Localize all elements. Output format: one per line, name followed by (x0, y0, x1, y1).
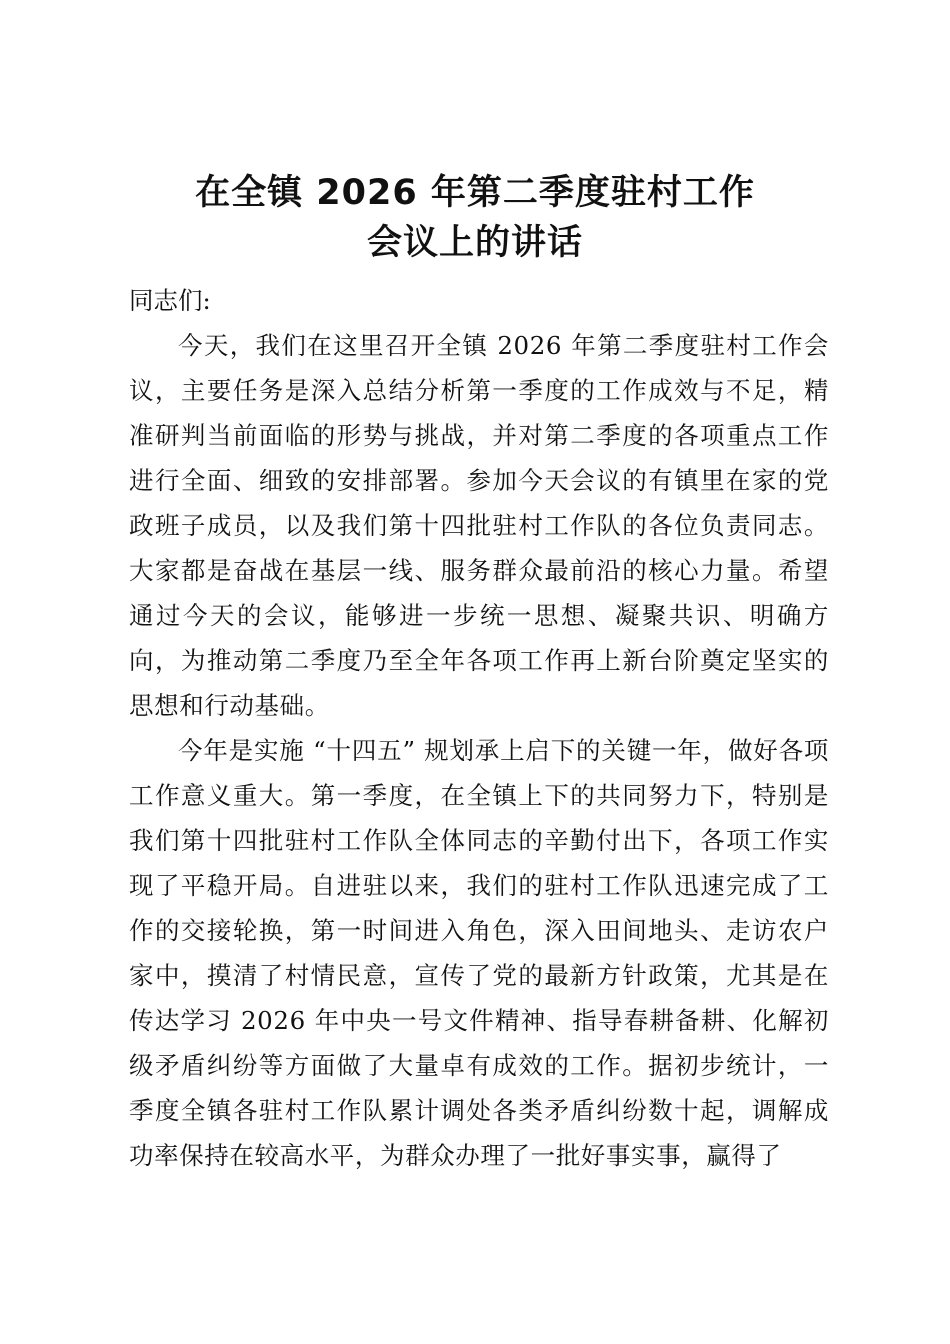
document-body (129, 278, 829, 1178)
salutation: 同志们: (129, 286, 211, 315)
title-line-2: 会议上的讲话 (366, 223, 583, 263)
document-title (100, 168, 850, 268)
title-line-1: 在全镇 2026 年第二季度驻村工作 (195, 173, 755, 213)
paragraph-1: 今天，我们在这里召开全镇 2026 年第二季度驻村工作会议，主要任务是深入总结分析第一季度的工作成效与不足，精准研判当前面临的形势与挑战，并对第二季度的各项重点工作进行全面、细致的安排部署。参加今天会议的有镇里在家的党政班子成员，以及我们第十四批驻村工作队的各位负责同志。大家都是奋战在基层一线、服务群众最前沿的核心力量。希望通过今天的会议，能够进一步统一思想、凝聚共识、明确方向，为推动第二季度乃至全年各项工作再上新台阶奠定坚实的思想和行动基础。 (129, 331, 829, 720)
paragraph-2: 今年是实施 “十四五” 规划承上启下的关键一年，做好各项工作意义重大。第一季度，在全镇上下的共同努力下，特别是我们第十四批驻村工作队全体同志的辛勤付出下，各项工作实现了平稳开局。自进驻以来，我们的驻村工作队迅速完成了工作的交接轮换，第一时间进入角色，深入田间地头、走访农户家中，摸清了村情民意，宣传了党的最新方针政策，尤其是在传达学习 2026 年中央一号文件精神、指导春耕备耕、化解初级矛盾纠纷等方面做了大量卓有成效的工作。据初步统计，一季度全镇各驻村工作队累计调处各类矛盾纠纷数十起，调解成功率保持在较高水平，为群众办理了一批好事实事，赢得了 (129, 736, 829, 1170)
